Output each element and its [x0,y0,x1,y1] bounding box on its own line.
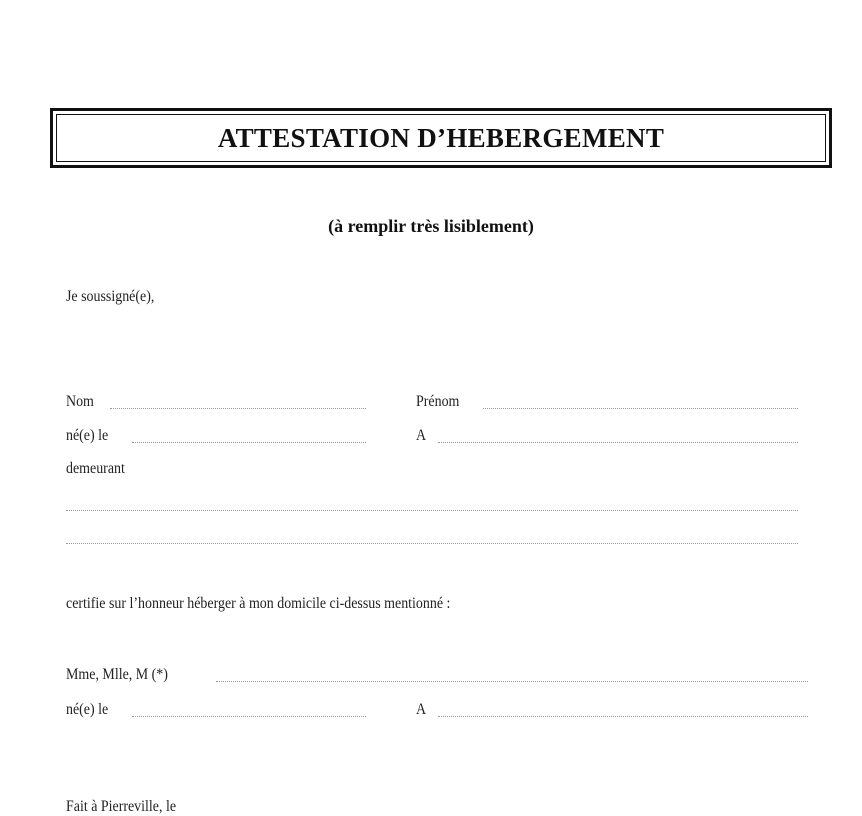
guest-birthdate-label: né(e) le [66,701,109,718]
guest-birthdate-field[interactable] [132,716,366,717]
guest-name-field[interactable] [216,681,808,682]
host-address-label: demeurant [66,460,125,477]
host-nom-label: Nom [66,393,94,410]
intro-text: Je soussigné(e), [66,288,155,305]
host-prenom-field[interactable] [483,408,798,409]
certify-text: certifie sur l’honneur héberger à mon domicile ci-dessus mentionné : [66,595,451,612]
host-birthdate-field[interactable] [132,442,366,443]
host-address-field-line-1[interactable] [66,510,798,511]
host-nom-field[interactable] [110,408,366,409]
host-address-field-line-2[interactable] [66,543,798,544]
document-title: ATTESTATION D’HEBERGEMENT [217,122,665,153]
title-inner-border [56,114,826,162]
host-birthplace-field[interactable] [438,442,798,443]
host-birthplace-label: A [416,427,427,444]
title-box [50,108,832,168]
fait-a-text: Fait à Pierreville, le [66,798,177,815]
subtitle: (à remplir très lisiblement) [328,216,534,236]
host-prenom-label: Prénom [416,393,460,410]
guest-birthplace-field[interactable] [438,716,808,717]
guest-birthplace-label: A [416,701,427,718]
guest-civility-label: Mme, Mlle, M (*) [66,666,168,683]
host-birthdate-label: né(e) le [66,427,109,444]
